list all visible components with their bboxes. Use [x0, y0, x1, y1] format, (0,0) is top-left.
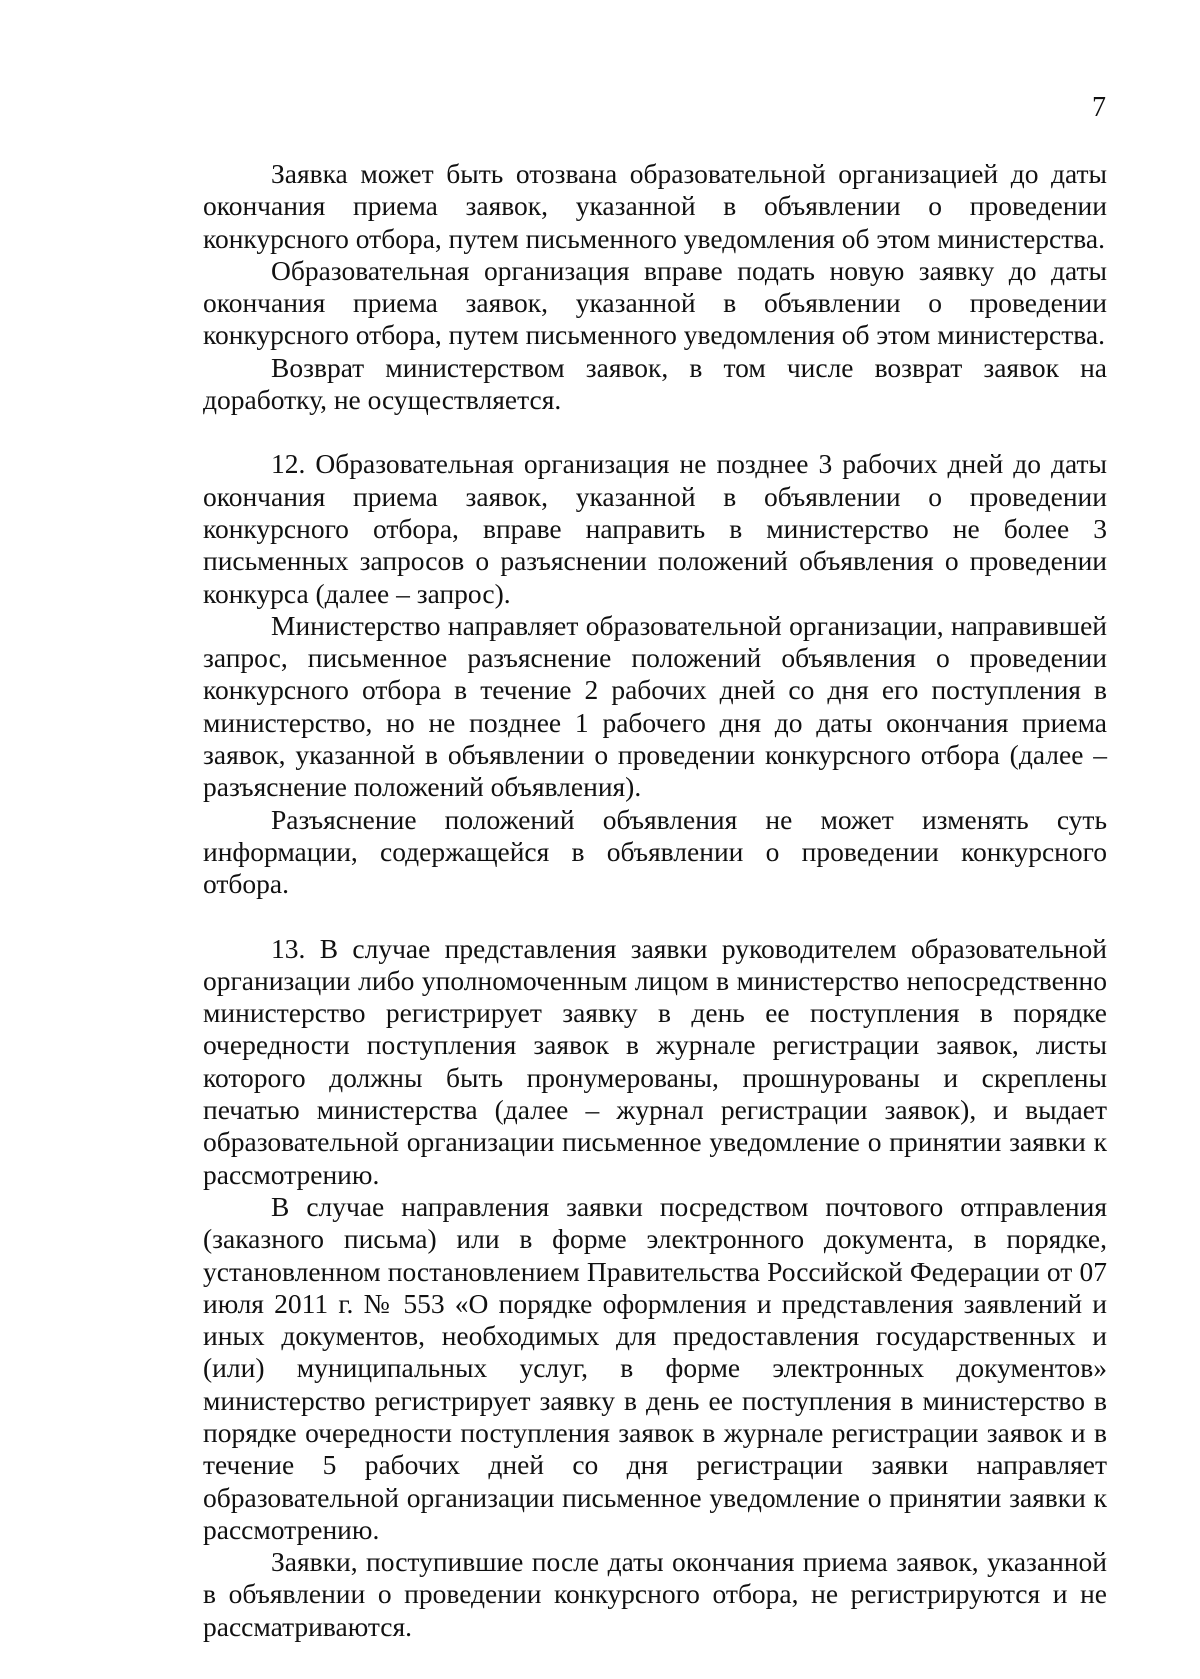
paragraph-clarification-limit: Разъяснение положений объявления не может изменять суть информации, содержащейся в объявлении о проведении конкурсного отбора.	[203, 803, 1107, 900]
section-gap	[203, 416, 1107, 448]
paragraph-clause-13: 13. В случае представления заявки руководителем образовательной организации либо уполномоченным лицом в министерство непосредственно министерство регистрирует заявку в день ее поступления в порядке очередности поступления заявок в журнале регистрации заявок, листы которого должны быть пронумерованы, прошнурованы и скреплены печатью министерства (далее – журнал регистрации заявок), и выдает образовательной организации письменное уведомление о принятии заявки к рассмотрению.	[203, 932, 1107, 1190]
document-body	[203, 158, 1107, 1643]
paragraph-late-applications: Заявки, поступившие после даты окончания приема заявок, указанной в объявлении о проведении конкурсного отбора, не регистрируются и не рассматриваются.	[203, 1546, 1107, 1642]
paragraph-mail-submission: В случае направления заявки посредством почтового отправления (заказного письма) или в форме электронного документа, в порядке, установленном постановлением Правительства Российской Федерации от 07 июля 2011 г. № 553 «О порядке оформления и представления заявлений и иных документов, необходимых для предоставления государственных и (или) муниципальных услуг, в форме электронных документов» министерство регистрирует заявку в день ее поступления в министерство в порядке очередности поступления заявок в журнале регистрации заявок и в течение 5 рабочих дней со дня регистрации заявки направляет образовательной организации письменное уведомление о принятии заявки к рассмотрению.	[203, 1190, 1107, 1545]
paragraph-new-application: Образовательная организация вправе подать новую заявку до даты окончания приема заявок, указанной в объявлении о проведении конкурсного отбора, путем письменного уведомления об этом министерства.	[203, 254, 1107, 351]
section-gap	[203, 901, 1107, 933]
paragraph-clause-12: 12. Образовательная организация не позднее 3 рабочих дней до даты окончания приема заявок, указанной в объявлении о проведении конкурсного отбора, вправе направить в министерство не более 3 письменных запросов о разъяснении положений объявления о проведении конкурса (далее – запрос).	[203, 448, 1107, 609]
paragraph-withdrawal: Заявка может быть отозвана образовательной организацией до даты окончания приема заявок, указанной в объявлении о проведении конкурсного отбора, путем письменного уведомления об этом министерства.	[203, 158, 1107, 254]
page-number: 7	[1092, 92, 1106, 123]
paragraph-clarification: Министерство направляет образовательной организации, направившей запрос, письменное разъяснение положений объявления о проведении конкурсного отбора в течение 2 рабочих дней со дня его поступления в министерство, но не позднее 1 рабочего дня до даты окончания приема заявок, указанной в объявлении о проведении конкурсного отбора (далее – разъяснение положений объявления).	[203, 609, 1107, 803]
paragraph-no-return: Возврат министерством заявок, в том числе возврат заявок на доработку, не осуществляется.	[203, 351, 1107, 416]
